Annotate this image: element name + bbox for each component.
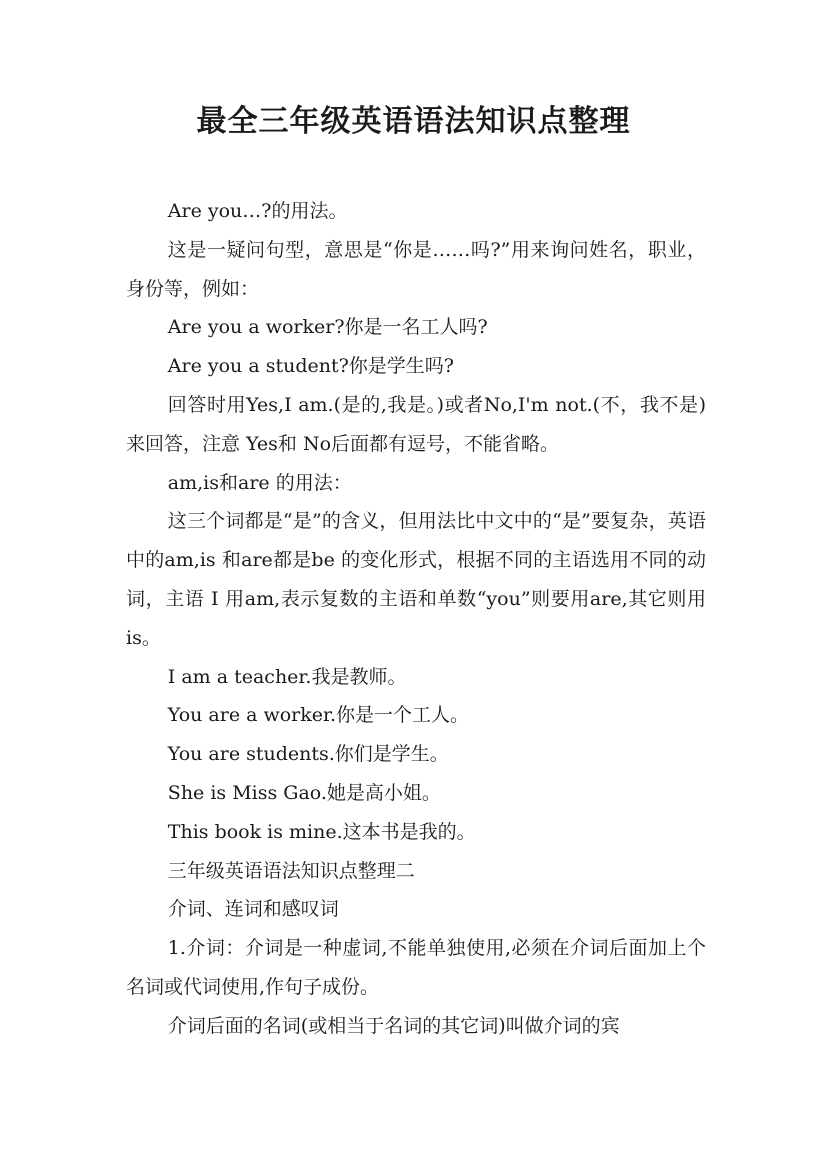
- paragraph-example-student: Are you a student?你是学生吗?: [167, 355, 454, 378]
- paragraph-am-is-are-explanation: 这三个词都是“是”的含义，但用法比中文中的“是”要复杂，英语中的am,is 和are都是be 的变化形式，根据不同的主语选用不同的动词，主语 I 用am,表示复数的主语和单数“you”则要用are,其它则用is。: [126, 510, 706, 649]
- paragraph-question-pattern: 这是一疑问句型，意思是“你是……吗?”用来询问姓名，职业，身份等，例如：: [126, 238, 706, 300]
- section-subheading-prepositions: 介词、连词和感叹词: [167, 898, 339, 921]
- paragraph-example-book: This book is mine.这本书是我的。: [167, 820, 476, 843]
- paragraph-preposition-object: 介词后面的名词(或相当于名词的其它词)叫做介词的宾: [167, 1014, 620, 1037]
- section-heading-part-two: 三年级英语语法知识点整理二: [167, 859, 415, 882]
- paragraph-example-worker: Are you a worker?你是一名工人吗?: [167, 316, 488, 339]
- paragraph-usage-heading: Are you…?的用法。: [167, 200, 348, 222]
- paragraph-example-miss-gao: She is Miss Gao.她是高小姐。: [167, 781, 441, 804]
- paragraph-preposition-definition: 1.介词：介词是一种虚词,不能单独使用,必须在介词后面加上个名词或代词使用,作句子成份。: [126, 937, 706, 998]
- paragraph-example-teacher: I am a teacher.我是教师。: [167, 665, 407, 688]
- paragraph-example-you-worker: You are a worker.你是一个工人。: [167, 704, 470, 727]
- paragraph-example-students: You are students.你们是学生。: [167, 743, 449, 766]
- document-body: [126, 192, 706, 1046]
- page-title: 最全三年级英语语法知识点整理: [196, 104, 631, 139]
- paragraph-am-is-are-heading: am,is和are 的用法：: [167, 471, 352, 494]
- paragraph-answer-rule: 回答时用Yes,I am.(是的,我是。)或者No,I'm not.(不，我不是)来回答，注意 Yes和 No后面都有逗号，不能省略。: [126, 393, 706, 455]
